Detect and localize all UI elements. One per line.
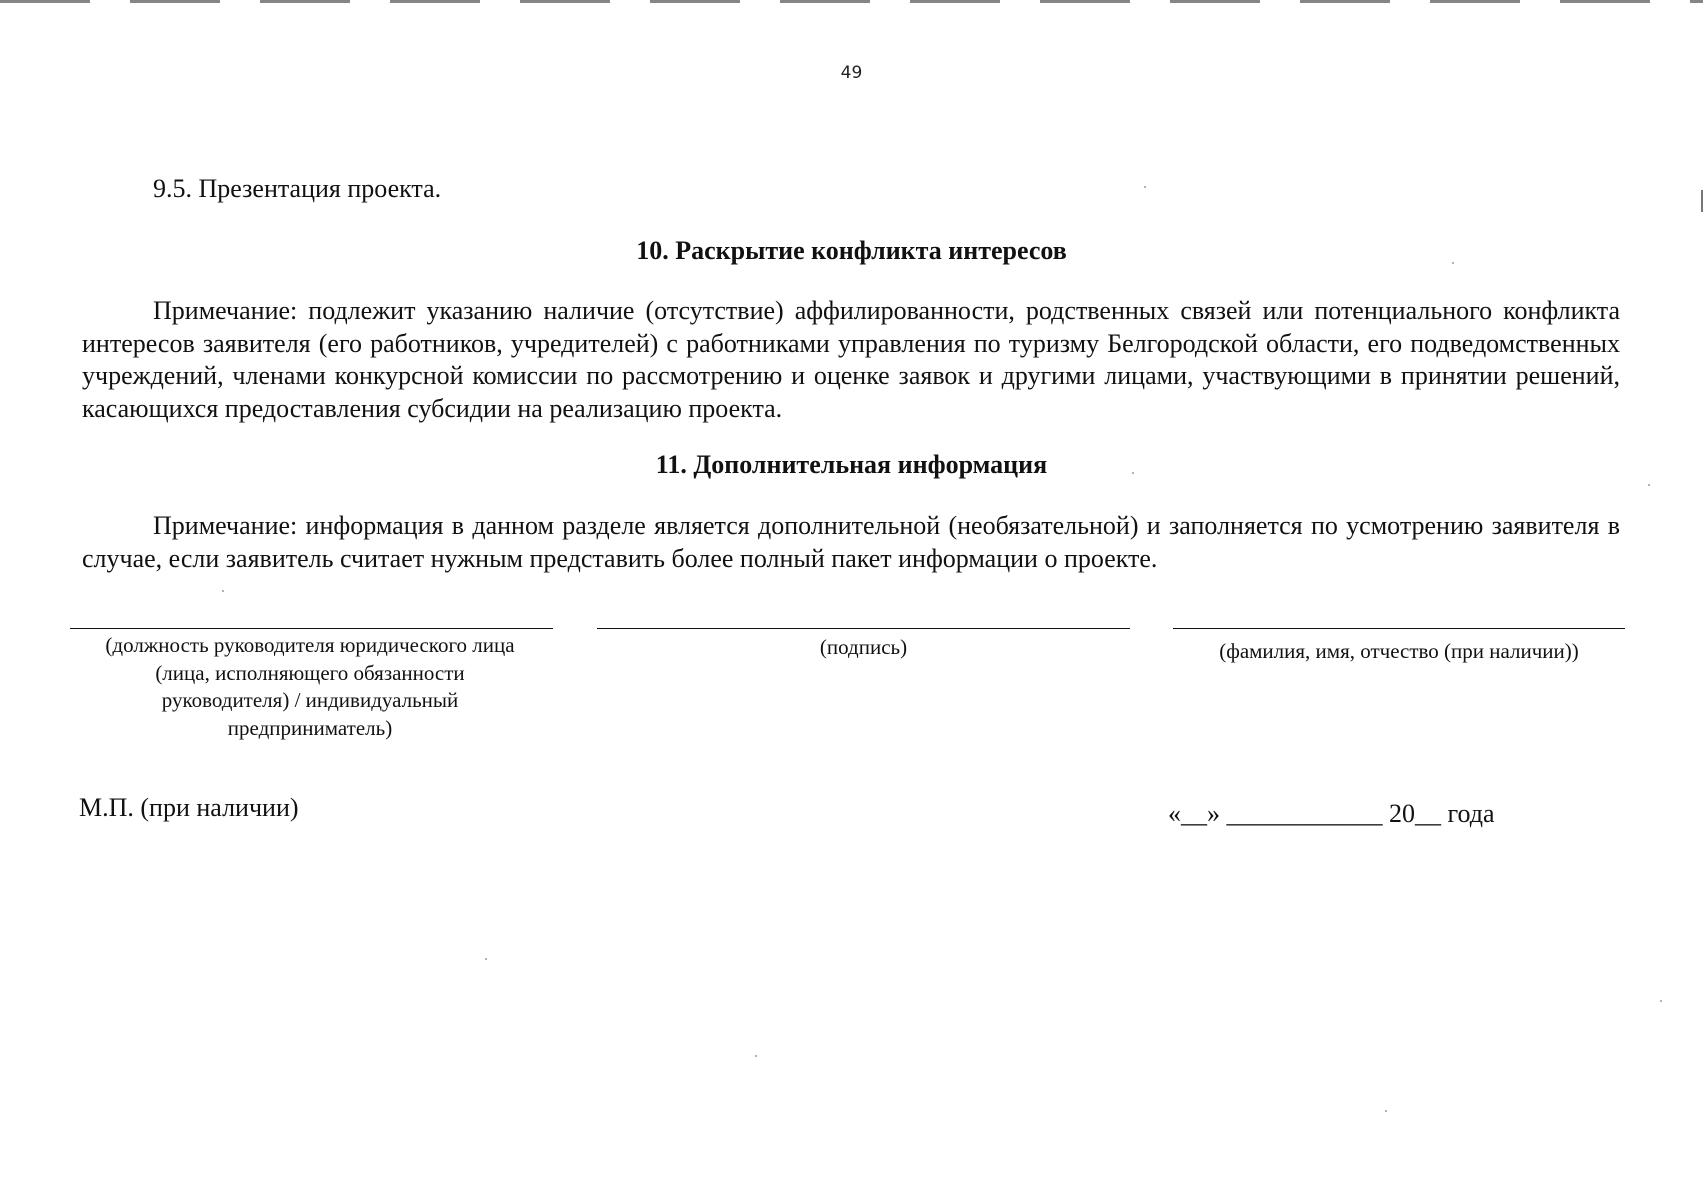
scan-top-edge <box>0 0 1703 3</box>
position-caption: (должность руководителя юридического лица (лица, исполняющего обязанности руководителя) / индивидуальный предприниматель) <box>105 633 515 740</box>
section-10-note: Примечание: подлежит указанию наличие (отсутствие) аффилированности, родственных связей или потенциального конфликта интересов заявителя (его работников, учредителей) с работниками управления по туризму Белгородской области, его подведомственных учреждений, членами конкурсной комиссии по рассмотрению и оценке заявок и другими лицами, участвующими в принятии решений, касающихся предоставления субсидии на реализацию проекта. <box>82 296 1620 423</box>
scan-speck <box>485 958 487 960</box>
scan-speck <box>1144 186 1146 188</box>
position-signature-line <box>70 628 553 629</box>
scan-speck <box>1385 1110 1387 1112</box>
section-11-note: Примечание: информация в данном разделе является дополнительной (необязательной) и заполняется по усмотрению заявителя в случае, если заявитель считает нужным представить более полный пакет информации о проекте. <box>82 511 1620 573</box>
signature-caption: (подпись) <box>819 635 908 659</box>
signature-line <box>597 628 1130 629</box>
section-10-heading: 10. Раскрытие конфликта интересов <box>636 236 1067 265</box>
scan-speck <box>222 590 224 592</box>
stamp-placeholder-text: М.П. (при наличии) <box>79 793 299 822</box>
section-11-heading: 11. Дополнительная информация <box>655 450 1048 479</box>
item-9-5-text: 9.5. Презентация проекта. <box>153 174 442 203</box>
page-number: 49 <box>840 63 863 83</box>
scan-speck <box>1648 484 1650 486</box>
full-name-signature-line <box>1173 628 1625 629</box>
full-name-caption: (фамилия, имя, отчество (при наличии)) <box>1219 639 1579 663</box>
scan-speck <box>1132 472 1134 474</box>
scan-speck <box>1452 262 1454 264</box>
scan-speck <box>755 1055 757 1057</box>
date-placeholder-line: «__» ____________ 20__ года <box>1168 799 1495 828</box>
scan-speck <box>1660 1000 1662 1002</box>
